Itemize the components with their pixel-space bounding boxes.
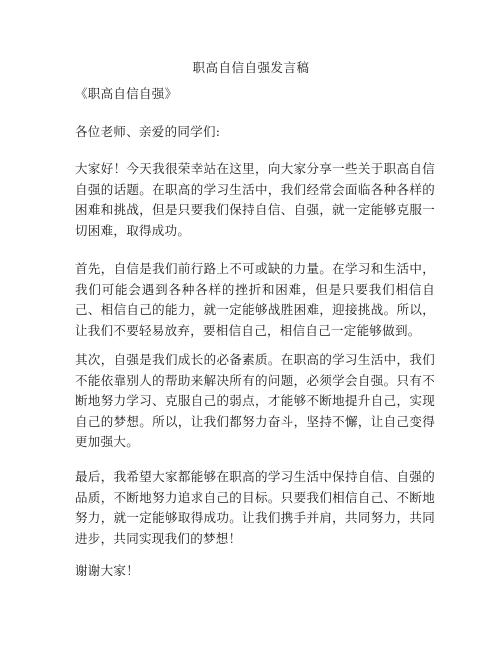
greeting: 各位老师、亲爱的同学们: bbox=[75, 124, 221, 139]
paragraph-confidence: 首先，自信是我们前行路上不可或缺的力量。在学习和生活中，我们可能会遇到各种各样的挫折和困难，但是只要我们相信自己、相信自己的能力，就一定能够战胜困难，迎接挑战。所以，让我们不要轻易放弃，要相信自己，相信自己一定能够做到。 bbox=[75, 261, 435, 338]
paragraph-conclusion: 最后，我希望大家都能够在职高的学习生活中保持自信、自强的品质，不断地努力追求自己的目标。只要我们相信自己、不断地努力，就一定能够取得成功。让我们携手并肩，共同努力，共同进步，共同实现我们的梦想！ bbox=[75, 469, 435, 546]
speech-subtitle: 《职高自信自强》 bbox=[75, 86, 178, 101]
paragraph-intro: 大家好！今天我很荣幸站在这里，向大家分享一些关于职高自信自强的话题。在职高的学习生活中，我们经常会面临各种各样的困难和挑战，但是只要我们保持自信、自强，就一定能够克服一切困难，取得成功。 bbox=[75, 161, 435, 238]
paragraph-self-reliance: 其次，自强是我们成长的必备素质。在职高的学习生活中，我们不能依靠别人的帮助来解决所有的问题，必须学会自强。只有不断地努力学习、克服自己的弱点，才能够不断地提升自己，实现自己的梦想。所以，让我们都努力奋斗，坚持不懈，让自己变得更加强大。 bbox=[75, 352, 435, 450]
document-title: 职高自信自强发言稿 bbox=[192, 60, 310, 75]
closing-thanks: 谢谢大家！ bbox=[75, 563, 140, 578]
